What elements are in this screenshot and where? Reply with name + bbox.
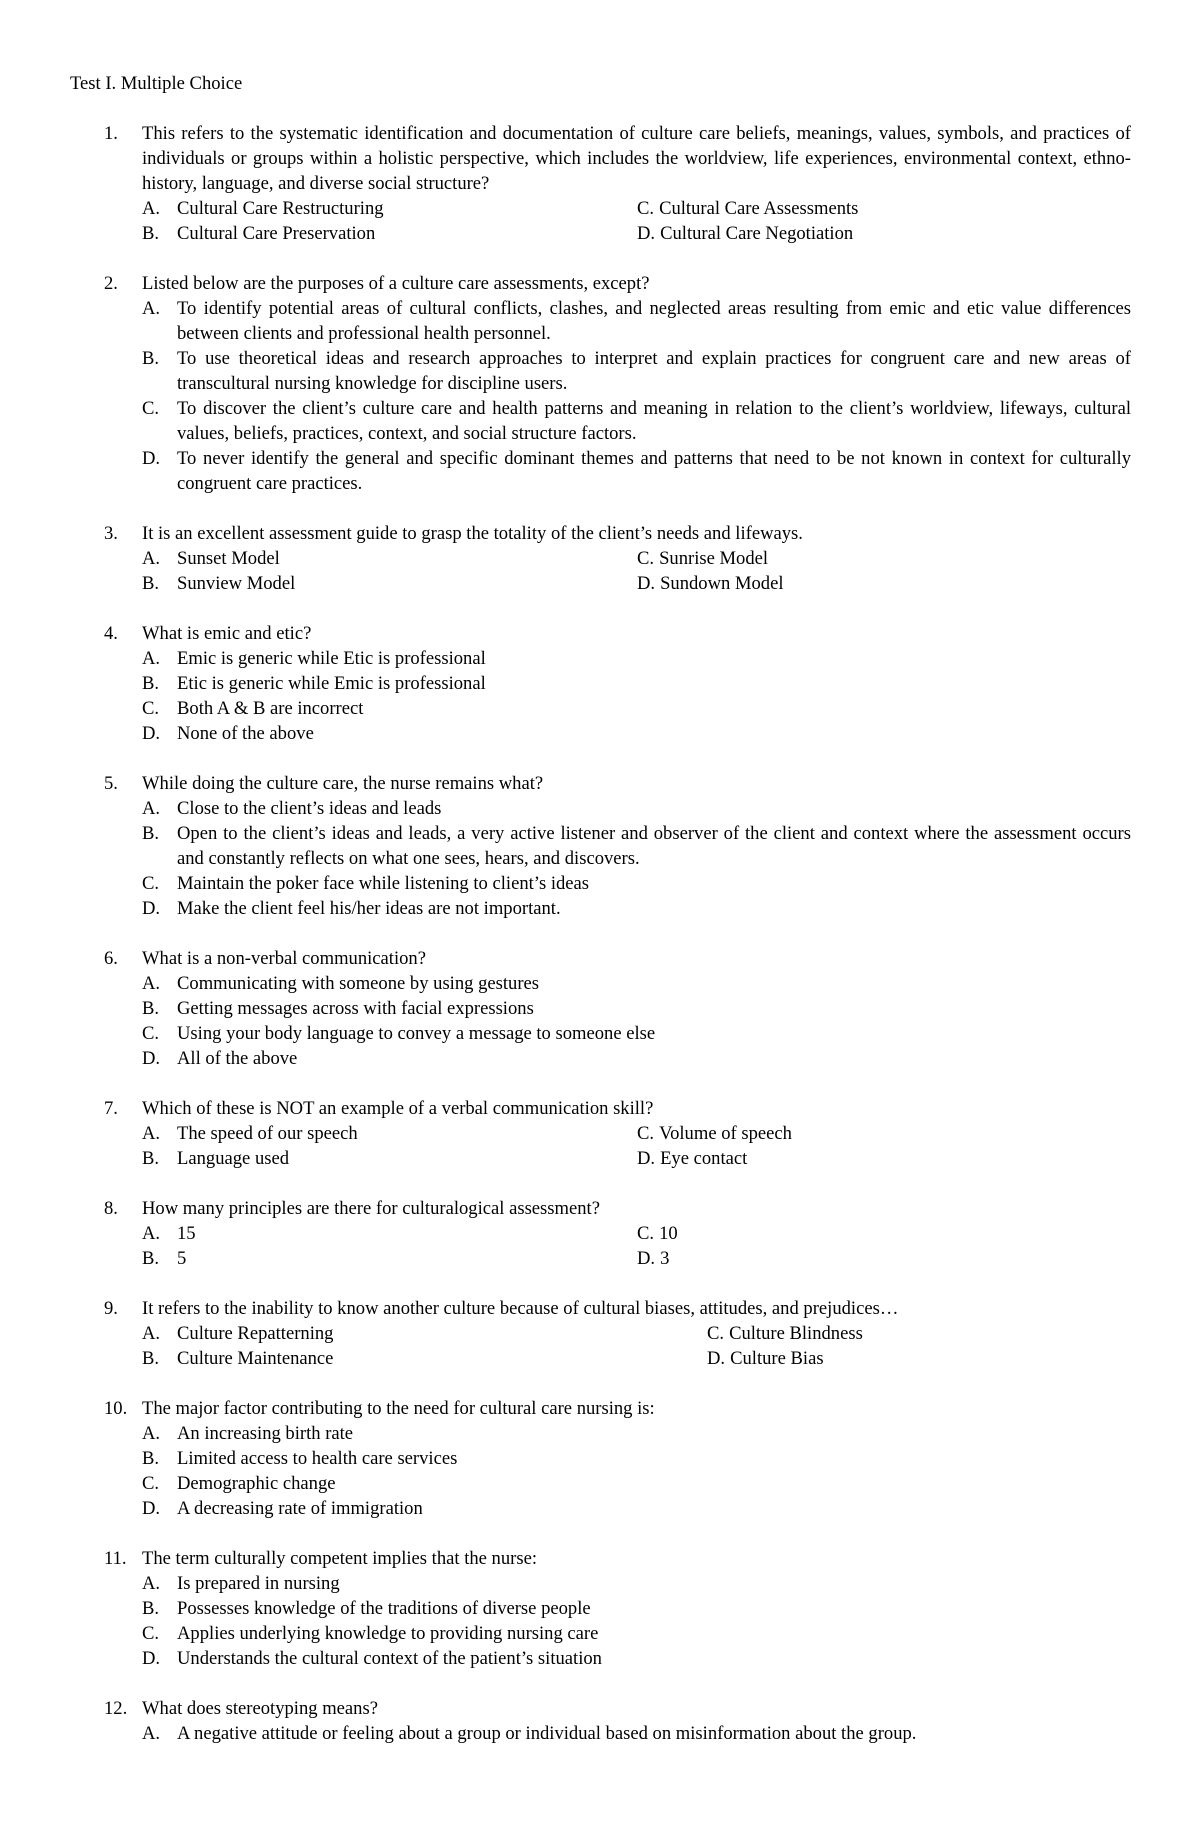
answer-choice	[142, 1121, 637, 1146]
answer-choice	[142, 1221, 637, 1246]
question-number: 4.	[104, 623, 118, 644]
choice-letter: A.	[142, 548, 161, 569]
choice-text: Getting messages across with facial expressions	[177, 998, 534, 1019]
choice-letter: D.	[142, 1648, 161, 1669]
choice-text: Cultural Care Negotiation	[660, 223, 854, 244]
answer-choice	[142, 1021, 1131, 1046]
choice-text: Cultural Care Preservation	[177, 223, 376, 244]
choice-letter: A.	[142, 1323, 161, 1344]
choice-text: Communicating with someone by using gestures	[177, 973, 540, 994]
choice-letter: B.	[142, 223, 160, 244]
question-stem	[104, 271, 1131, 296]
choice-letter: C.	[142, 873, 160, 894]
choice-text: Limited access to health care services	[177, 1448, 458, 1469]
answer-choice	[142, 671, 1131, 696]
answer-choice	[142, 996, 1131, 1021]
choice-list	[142, 1121, 1131, 1171]
question-number: 1.	[104, 123, 118, 144]
question-stem	[104, 621, 1131, 646]
answer-choice	[142, 696, 1131, 721]
answer-choice	[637, 571, 1131, 596]
choice-letter: A.	[142, 198, 161, 219]
question-stem	[104, 1696, 1131, 1721]
choice-list	[142, 546, 1131, 596]
choice-letter: A.	[142, 1423, 161, 1444]
choice-letter: A.	[142, 1723, 161, 1744]
choice-text: Volume of speech	[659, 1123, 792, 1144]
choice-letter: D.	[142, 898, 161, 919]
question-text: How many principles are there for culturalogical assessment?	[142, 1198, 600, 1219]
choice-list	[142, 296, 1131, 496]
answer-choice	[142, 221, 637, 246]
choice-text: Maintain the poker face while listening to client’s ideas	[177, 873, 590, 894]
question-stem	[104, 1546, 1131, 1571]
choice-text: Sunview Model	[177, 573, 296, 594]
answer-choice	[637, 1246, 1131, 1271]
answer-choice	[637, 1221, 1131, 1246]
choice-list	[142, 1721, 1131, 1746]
choice-letter: B.	[142, 673, 160, 694]
choice-letter: A.	[142, 973, 161, 994]
choice-text: Eye contact	[660, 1148, 748, 1169]
choice-letter: D.	[637, 1248, 656, 1269]
question-text: Listed below are the purposes of a culture care assessments, except?	[142, 273, 650, 294]
question-stem	[104, 1396, 1131, 1421]
choice-text: The speed of our speech	[177, 1123, 358, 1144]
choice-letter: D.	[142, 1498, 161, 1519]
choice-text: Applies underlying knowledge to providing nursing care	[177, 1623, 599, 1644]
choice-text: To identify potential areas of cultural conflicts, clashes, and neglected areas resulting from emic and etic value differences between clients and professional health personnel.	[177, 298, 1131, 344]
answer-choice	[142, 1246, 637, 1271]
choice-letter: B.	[142, 1148, 160, 1169]
choice-text: All of the above	[177, 1048, 298, 1069]
choice-text: 10	[659, 1223, 678, 1244]
choice-text: An increasing birth rate	[177, 1423, 354, 1444]
choice-text: Etic is generic while Emic is professional	[177, 673, 486, 694]
answer-choice	[637, 546, 1131, 571]
choice-text: To use theoretical ideas and research approaches to interpret and explain practices for congruent care and new areas of transcultural nursing knowledge for discipline users.	[177, 348, 1131, 394]
question-item	[104, 1096, 1131, 1171]
question-number: 8.	[104, 1198, 118, 1219]
question-text: The term culturally competent implies that the nurse:	[142, 1548, 537, 1569]
question-text: It is an excellent assessment guide to grasp the totality of the client’s needs and lifeways.	[142, 523, 803, 544]
choice-letter: A.	[142, 798, 161, 819]
choice-text: 5	[177, 1248, 187, 1269]
choice-text: 3	[660, 1248, 670, 1269]
choice-letter: C.	[142, 398, 160, 419]
choice-letter: C.	[637, 1223, 655, 1244]
choice-letter: A.	[142, 1223, 161, 1244]
choice-list	[142, 971, 1131, 1071]
question-number: 12.	[104, 1698, 128, 1719]
answer-choice	[142, 346, 1131, 396]
choice-text: Demographic change	[177, 1473, 336, 1494]
choice-letter: D.	[637, 573, 656, 594]
question-item	[104, 1396, 1131, 1521]
question-text: Which of these is NOT an example of a verbal communication skill?	[142, 1098, 654, 1119]
answer-choice	[142, 1346, 707, 1371]
question-text: What is emic and etic?	[142, 623, 312, 644]
question-number: 6.	[104, 948, 118, 969]
choice-text: To never identify the general and specific dominant themes and patterns that need to be not known in context for culturally congruent care practices.	[177, 448, 1131, 494]
choice-letter: B.	[142, 823, 160, 844]
question-item	[104, 1696, 1131, 1746]
choice-letter: A.	[142, 1123, 161, 1144]
question-list	[104, 121, 1131, 1771]
question-text: The major factor contributing to the need for cultural care nursing is:	[142, 1398, 655, 1419]
choice-text: Culture Blindness	[729, 1323, 863, 1344]
choice-text: Understands the cultural context of the patient’s situation	[177, 1648, 602, 1669]
question-number: 11.	[104, 1548, 127, 1569]
choice-text: A negative attitude or feeling about a group or individual based on misinformation about the group.	[177, 1723, 917, 1744]
choice-letter: D.	[142, 1048, 161, 1069]
question-stem	[104, 1296, 1131, 1321]
answer-choice	[142, 1146, 637, 1171]
answer-choice	[142, 796, 1131, 821]
choice-list	[142, 196, 1131, 246]
choice-text: A decreasing rate of immigration	[177, 1498, 423, 1519]
answer-choice	[142, 571, 637, 596]
answer-choice	[142, 396, 1131, 446]
answer-choice	[142, 1471, 1131, 1496]
choice-letter: D.	[707, 1348, 726, 1369]
choice-text: Is prepared in nursing	[177, 1573, 340, 1594]
choice-letter: C.	[707, 1323, 725, 1344]
choice-text: Cultural Care Assessments	[659, 198, 859, 219]
choice-letter: C.	[142, 698, 160, 719]
question-stem	[104, 946, 1131, 971]
answer-choice	[637, 1146, 1131, 1171]
choice-text: Language used	[177, 1148, 290, 1169]
answer-choice	[142, 1621, 1131, 1646]
choice-text: Close to the client’s ideas and leads	[177, 798, 442, 819]
question-item	[104, 1546, 1131, 1671]
choice-list	[142, 1221, 1131, 1271]
answer-choice	[142, 646, 1131, 671]
question-stem	[104, 1196, 1131, 1221]
choice-letter: B.	[142, 348, 160, 369]
question-item	[104, 1196, 1131, 1271]
choice-list	[142, 646, 1131, 746]
choice-letter: C.	[142, 1473, 160, 1494]
choice-letter: A.	[142, 648, 161, 669]
choice-text: Culture Maintenance	[177, 1348, 334, 1369]
choice-letter: D.	[637, 223, 656, 244]
choice-letter: B.	[142, 1348, 160, 1369]
question-stem	[104, 771, 1131, 796]
choice-text: 15	[177, 1223, 196, 1244]
answer-choice	[142, 821, 1131, 871]
question-text: It refers to the inability to know another culture because of cultural biases, attitudes, and prejudices…	[142, 1298, 899, 1319]
answer-choice	[142, 1646, 1131, 1671]
choice-letter: C.	[637, 548, 655, 569]
choice-text: Using your body language to convey a message to someone else	[177, 1023, 656, 1044]
question-item	[104, 1296, 1131, 1371]
answer-choice	[142, 871, 1131, 896]
choice-text: Emic is generic while Etic is professional	[177, 648, 486, 669]
choice-letter: B.	[142, 1448, 160, 1469]
question-text: This refers to the systematic identification and documentation of culture care beliefs, meanings, values, symbols, and practices of individuals or groups within a holistic perspective, which includes the worldview, life experiences, environmental context, ethno-history, language, and diverse social structure?	[142, 123, 1131, 194]
choice-letter: B.	[142, 998, 160, 1019]
answer-choice	[637, 1121, 1131, 1146]
choice-text: Sunset Model	[177, 548, 280, 569]
question-item	[104, 121, 1131, 246]
answer-choice	[142, 296, 1131, 346]
answer-choice	[142, 971, 1131, 996]
choice-letter: D.	[637, 1148, 656, 1169]
question-stem	[104, 521, 1131, 546]
choice-letter: A.	[142, 1573, 161, 1594]
answer-choice	[142, 721, 1131, 746]
choice-letter: D.	[142, 723, 161, 744]
answer-choice	[142, 896, 1131, 921]
choice-letter: C.	[142, 1623, 160, 1644]
question-number: 9.	[104, 1298, 118, 1319]
question-text: What does stereotyping means?	[142, 1698, 378, 1719]
question-text: What is a non-verbal communication?	[142, 948, 426, 969]
choice-text: To discover the client’s culture care and health patterns and meaning in relation to the client’s worldview, lifeways, cultural values, beliefs, practices, context, and social structure factors.	[177, 398, 1131, 444]
answer-choice	[707, 1346, 1131, 1371]
question-item	[104, 521, 1131, 596]
question-item	[104, 946, 1131, 1071]
answer-choice	[142, 446, 1131, 496]
answer-choice	[142, 546, 637, 571]
choice-letter: C.	[637, 1123, 655, 1144]
answer-choice	[142, 196, 637, 221]
question-number: 2.	[104, 273, 118, 294]
answer-choice	[142, 1496, 1131, 1521]
choice-letter: B.	[142, 573, 160, 594]
answer-choice	[142, 1721, 1131, 1746]
choice-text: Open to the client’s ideas and leads, a very active listener and observer of the client and context where the assessment occurs and constantly reflects on what one sees, hears, and discovers.	[177, 823, 1131, 869]
question-number: 7.	[104, 1098, 118, 1119]
choice-list	[142, 796, 1131, 921]
choice-letter: A.	[142, 298, 161, 319]
question-number: 5.	[104, 773, 118, 794]
question-number: 10.	[104, 1398, 128, 1419]
answer-choice	[142, 1046, 1131, 1071]
choice-letter: C.	[142, 1023, 160, 1044]
answer-choice	[142, 1571, 1131, 1596]
question-stem	[104, 1096, 1131, 1121]
choice-list	[142, 1421, 1131, 1521]
choice-letter: B.	[142, 1598, 160, 1619]
question-stem	[104, 121, 1131, 196]
test-title: Test I. Multiple Choice	[70, 73, 243, 94]
choice-text: Possesses knowledge of the traditions of diverse people	[177, 1598, 591, 1619]
choice-text: Make the client feel his/her ideas are not important.	[177, 898, 561, 919]
answer-choice	[637, 196, 1131, 221]
question-number: 3.	[104, 523, 118, 544]
question-item	[104, 771, 1131, 921]
choice-list	[142, 1321, 1131, 1371]
choice-text: Culture Repatterning	[177, 1323, 334, 1344]
question-item	[104, 621, 1131, 746]
answer-choice	[142, 1446, 1131, 1471]
answer-choice	[637, 221, 1131, 246]
choice-text: Culture Bias	[730, 1348, 824, 1369]
choice-letter: B.	[142, 1248, 160, 1269]
choice-letter: C.	[637, 198, 655, 219]
question-item	[104, 271, 1131, 496]
answer-choice	[707, 1321, 1131, 1346]
answer-choice	[142, 1596, 1131, 1621]
choice-text: Cultural Care Restructuring	[177, 198, 384, 219]
choice-list	[142, 1571, 1131, 1671]
choice-text: None of the above	[177, 723, 314, 744]
choice-text: Both A & B are incorrect	[177, 698, 364, 719]
answer-choice	[142, 1321, 707, 1346]
choice-text: Sunrise Model	[659, 548, 769, 569]
choice-text: Sundown Model	[660, 573, 784, 594]
answer-choice	[142, 1421, 1131, 1446]
question-text: While doing the culture care, the nurse remains what?	[142, 773, 544, 794]
choice-letter: D.	[142, 448, 161, 469]
